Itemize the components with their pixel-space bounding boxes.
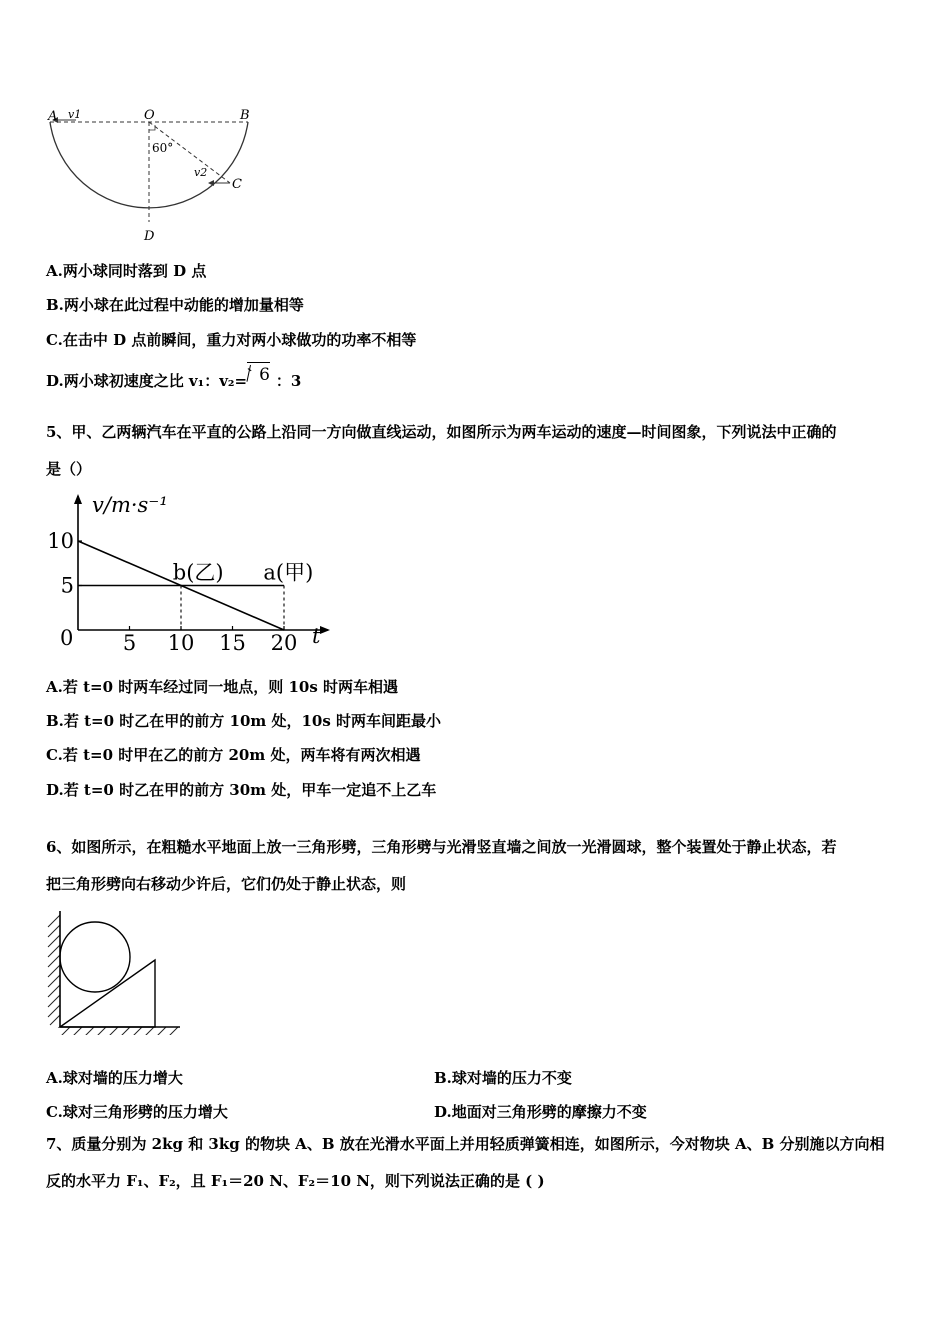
label-O: O [144, 108, 155, 123]
q7-stem-line1: 7、质量分别为 2kg 和 3kg 的物块 A、B 放在光滑水平面上并用轻质弹簧相连，如图所示，今对物块 A、B 分别施以方向相 [46, 1135, 885, 1153]
label-C: C [232, 177, 242, 192]
q6-option-d: D.地面对三角形劈的摩擦力不变 [434, 1103, 647, 1121]
q4-option-d [46, 365, 302, 391]
wedge-ball-figure [40, 905, 185, 1035]
x-tick-label-5: 5 [122, 631, 137, 655]
sqrt-six: 6 [247, 362, 270, 385]
label-v2: v2 [194, 166, 208, 179]
q6-stem [46, 829, 908, 903]
y-tick-label-5: 5 [60, 573, 74, 598]
q5-stem-line2: 是（） [46, 460, 92, 478]
label-B: B [240, 108, 250, 123]
series-label-b: b(乙) [172, 560, 224, 585]
label-D: D [144, 229, 155, 244]
q6-stem-line2: 把三角形劈向右移动少许后，它们仍处于静止状态，则 [46, 875, 407, 893]
label-A: A [48, 109, 58, 124]
q7-stem [46, 1126, 908, 1200]
velocity-time-chart [40, 490, 340, 660]
q6-option-a: A.球对墙的压力增大 [46, 1069, 183, 1087]
x-tick-label-20: 20 [270, 631, 298, 655]
q6-stem-line1: 6、如图所示，在粗糙水平地面上放一三角形劈，三角形劈与光滑竖直墙之间放一光滑圆球，整个装置处于静止状态，若 [46, 838, 837, 856]
q5-option-a: A.若 t=0 时两车经过同一地点，则 10s 时两车相遇 [46, 678, 399, 696]
q5-option-d: D.若 t=0 时乙在甲的前方 30m 处，甲车一定追不上乙车 [46, 781, 437, 799]
q4-option-d-suffix: ：3 [275, 372, 302, 390]
q4-option-d-prefix: D.两小球初速度之比 v₁：v₂= [46, 372, 248, 390]
q5-option-b: B.若 t=0 时乙在甲的前方 10m 处，10s 时两车间距最小 [46, 712, 442, 730]
series-label-a: a(甲) [263, 560, 314, 585]
x-tick-label-10: 10 [167, 631, 195, 655]
q5-option-c: C.若 t=0 时甲在乙的前方 20m 处，两车将有两次相遇 [46, 746, 421, 764]
y-tick-label-10: 10 [47, 529, 74, 553]
origin-label: 0 [60, 626, 74, 650]
q6-option-b: B.球对墙的压力不变 [434, 1069, 572, 1087]
q5-stem-line1: 5、甲、乙两辆汽车在平直的公路上沿同一方向做直线运动，如图所示为两车运动的速度—时间图象，下列说法中正确的 [46, 423, 837, 441]
x-tick-label-15: 15 [219, 631, 246, 655]
q4-option-b: B.两小球在此过程中动能的增加量相等 [46, 296, 304, 314]
x-axis-label: t [312, 624, 321, 648]
q4-option-a: A.两小球同时落到 D 点 [46, 262, 207, 280]
q4-option-c: C.在击中 D 点前瞬间，重力对两小球做功的功率不相等 [46, 331, 417, 349]
label-angle: 60° [152, 141, 174, 155]
q7-stem-line2: 反的水平力 F₁、F₂，且 F₁＝20 N、F₂＝10 N，则下列说法正确的是 ( ) [46, 1172, 545, 1190]
q5-stem [46, 414, 908, 488]
semicircle-figure [40, 100, 260, 250]
y-axis-label: v/m·s⁻¹ [92, 493, 168, 517]
label-v1: v1 [68, 108, 82, 121]
q6-option-c: C.球对三角形劈的压力增大 [46, 1103, 228, 1121]
